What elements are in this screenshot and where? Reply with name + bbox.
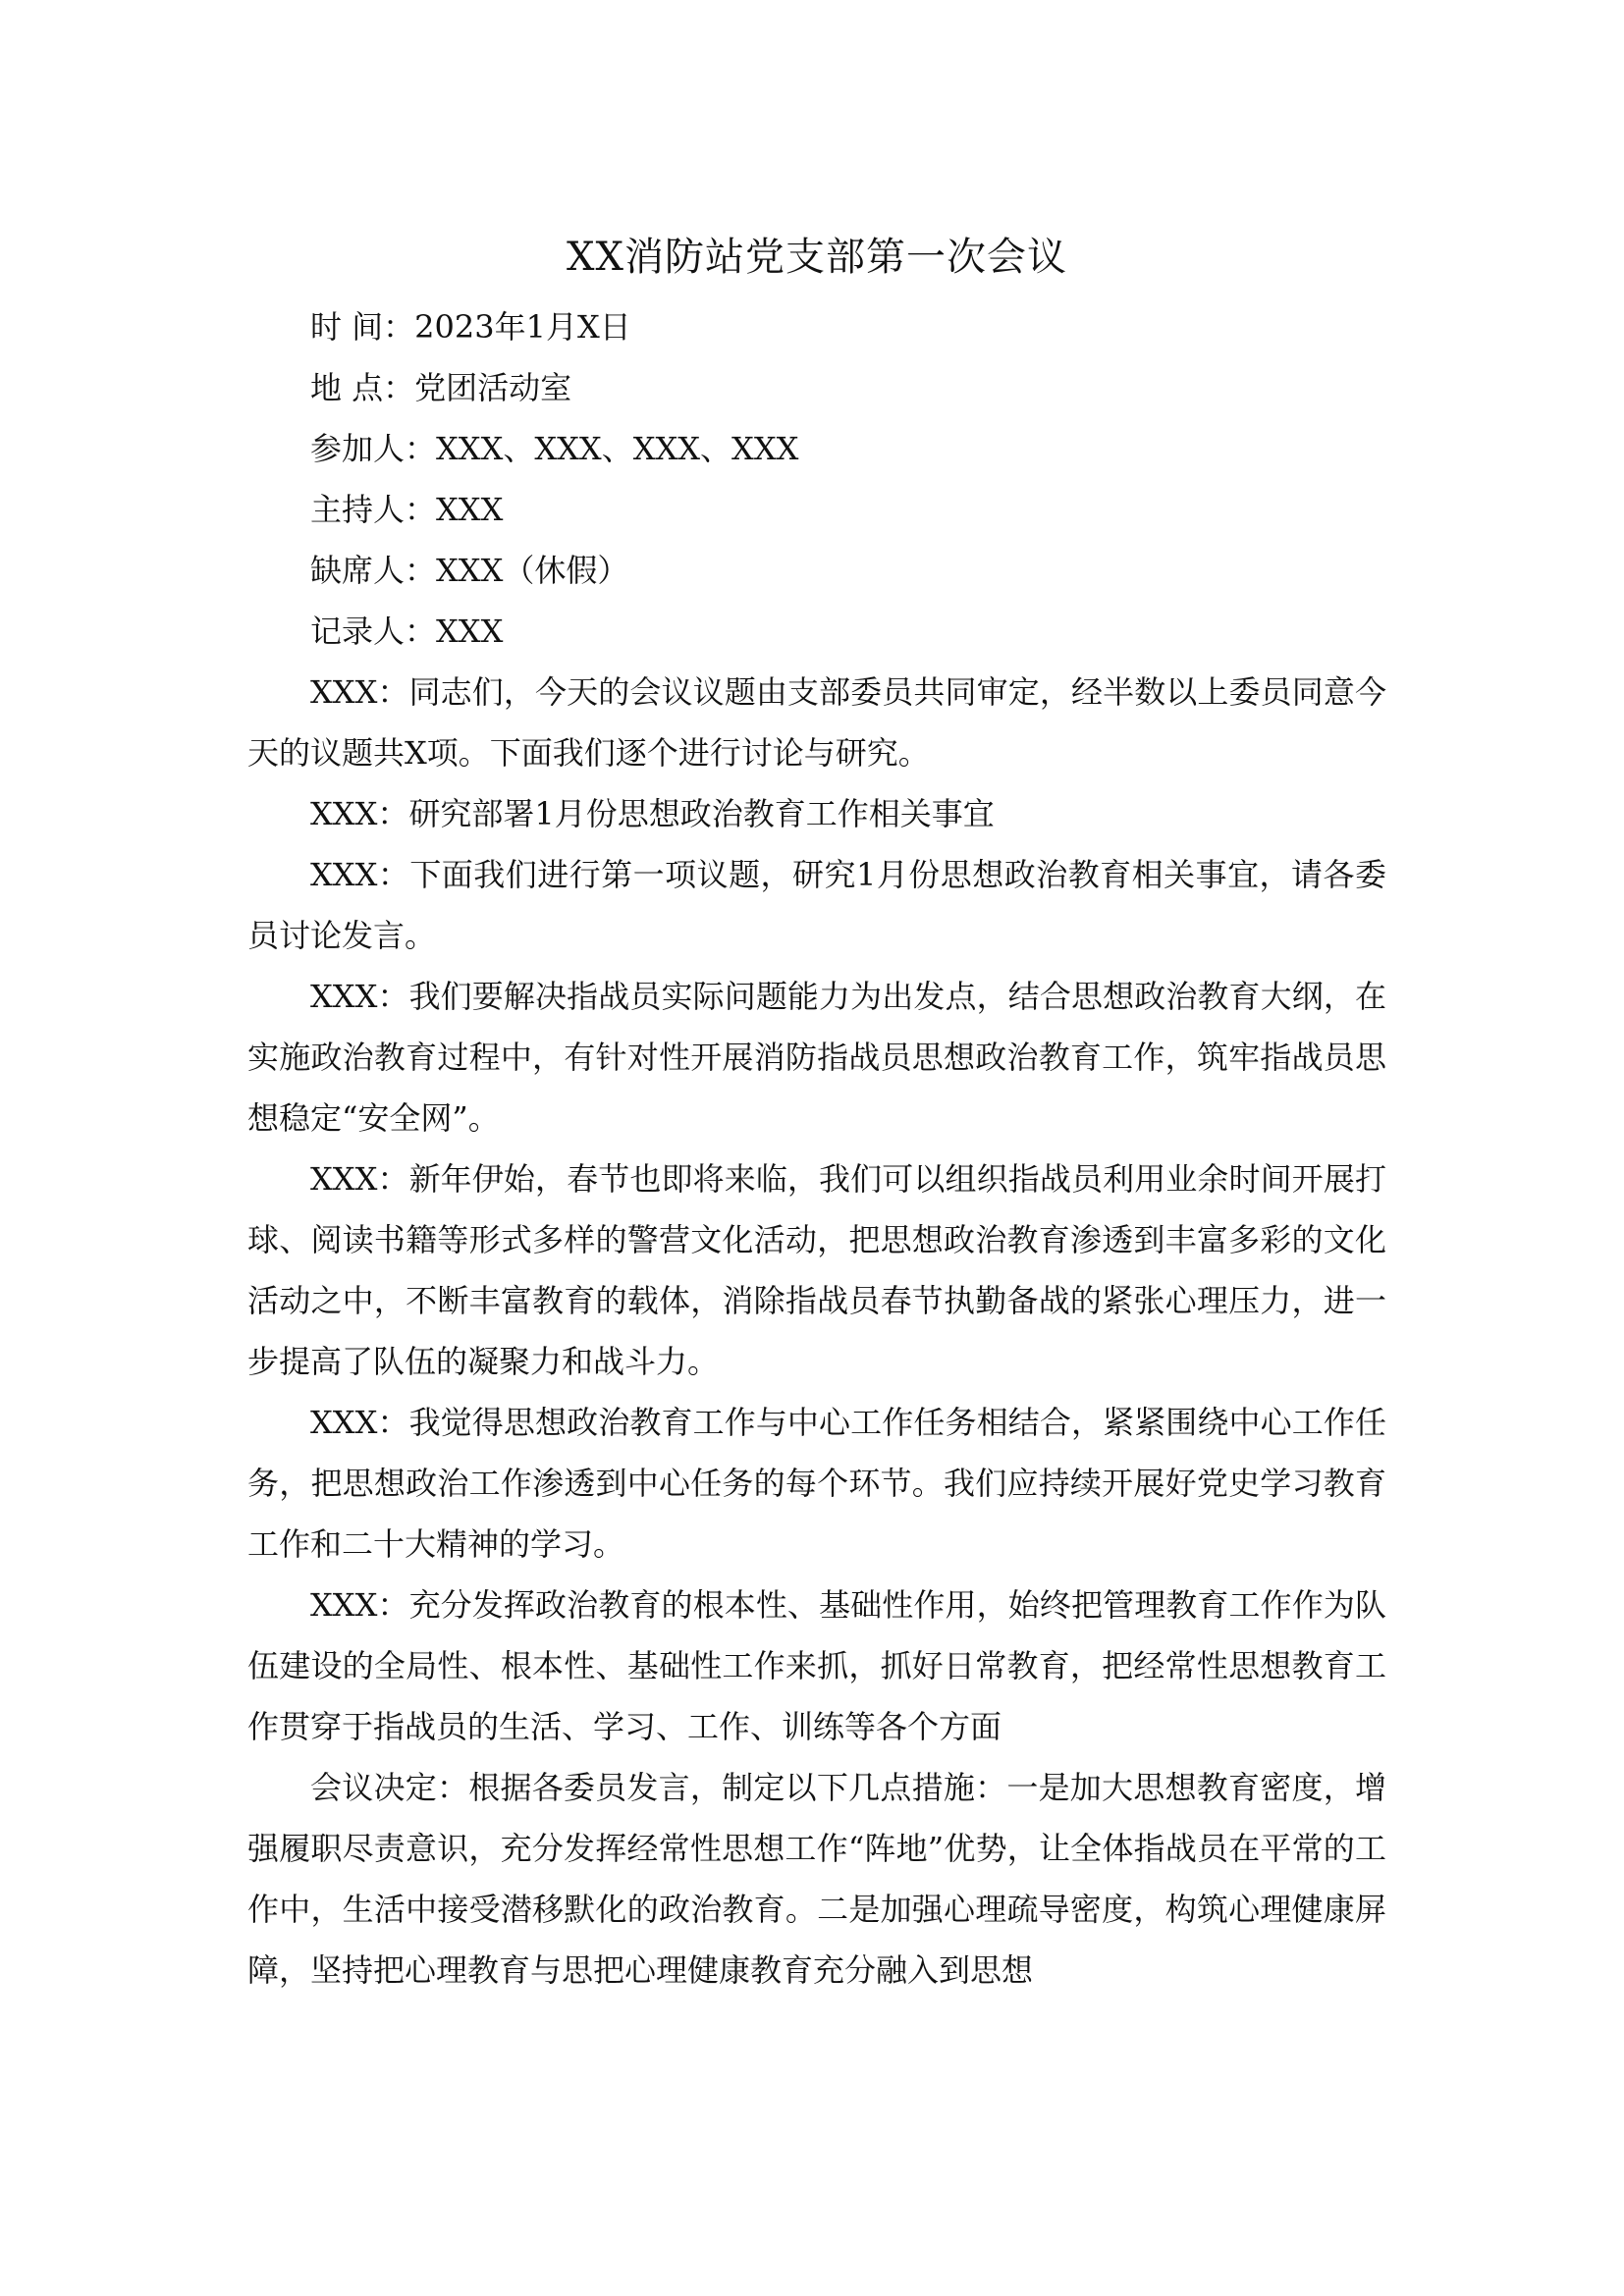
paragraph-discussion-intro: XXX：下面我们进行第一项议题，研究1月份思想政治教育相关事宜，请各委员讨论发言。 bbox=[247, 856, 1386, 954]
document-page bbox=[247, 226, 1386, 2001]
paragraph-agenda-topic: XXX：研究部署1月份思想政治教育工作相关事宜 bbox=[310, 795, 995, 832]
paragraph-speech-3: XXX：我觉得思想政治教育工作与中心工作任务相结合，紧紧围绕中心工作任务，把思想政治工作渗透到中心任务的每个环节。我们应持续开展好党史学习教育工作和二十大精神的学习。 bbox=[247, 1404, 1386, 1563]
paragraph-speech-4: XXX：充分发挥政治教育的根本性、基础性作用，始终把管理教育工作作为队伍建设的全局性、根本性、基础性工作来抓，抓好日常教育，把经常性思想教育工作贯穿于指战员的生活、学习、工作、训练等各个方面 bbox=[247, 1586, 1386, 1745]
meeting-attendees: 参加人：XXX、XXX、XXX、XXX bbox=[310, 430, 799, 467]
document-title: XX消防站党支部第一次会议 bbox=[567, 235, 1067, 280]
meeting-location: 地 点：党团活动室 bbox=[310, 369, 572, 406]
paragraph-opening: XXX：同志们，今天的会议议题由支部委员共同审定，经半数以上委员同意今天的议题共X项。下面我们逐个进行讨论与研究。 bbox=[247, 673, 1386, 772]
paragraph-speech-1: XXX：我们要解决指战员实际问题能力为出发点，结合思想政治教育大纲，在实施政治教育过程中，有针对性开展消防指战员思想政治教育工作，筑牢指战员思想稳定“安全网”。 bbox=[247, 978, 1386, 1137]
paragraph-decision: 会议决定：根据各委员发言，制定以下几点措施：一是加大思想教育密度，增强履职尽责意识，充分发挥经常性思想工作“阵地”优势，让全体指战员在平常的工作中，生活中接受潜移默化的政治教育。二是加强心理疏导密度，构筑心理健康屏障，坚持把心理教育与思把心理健康教育充分融入到思想 bbox=[247, 1769, 1386, 1989]
paragraph-speech-2: XXX：新年伊始，春节也即将来临，我们可以组织指战员利用业余时间开展打球、阅读书籍等形式多样的警营文化活动，把思想政治教育渗透到丰富多彩的文化活动之中，不断丰富教育的载体，消除指战员春节执勤备战的紧张心理压力，进一步提高了队伍的凝聚力和战斗力。 bbox=[247, 1160, 1386, 1380]
meeting-absentees: 缺席人：XXX（休假） bbox=[310, 552, 629, 589]
meeting-time: 时 间：2023年1月X日 bbox=[310, 308, 631, 346]
meeting-host: 主持人：XXX bbox=[310, 491, 504, 528]
meeting-recorder: 记录人：XXX bbox=[310, 613, 504, 650]
